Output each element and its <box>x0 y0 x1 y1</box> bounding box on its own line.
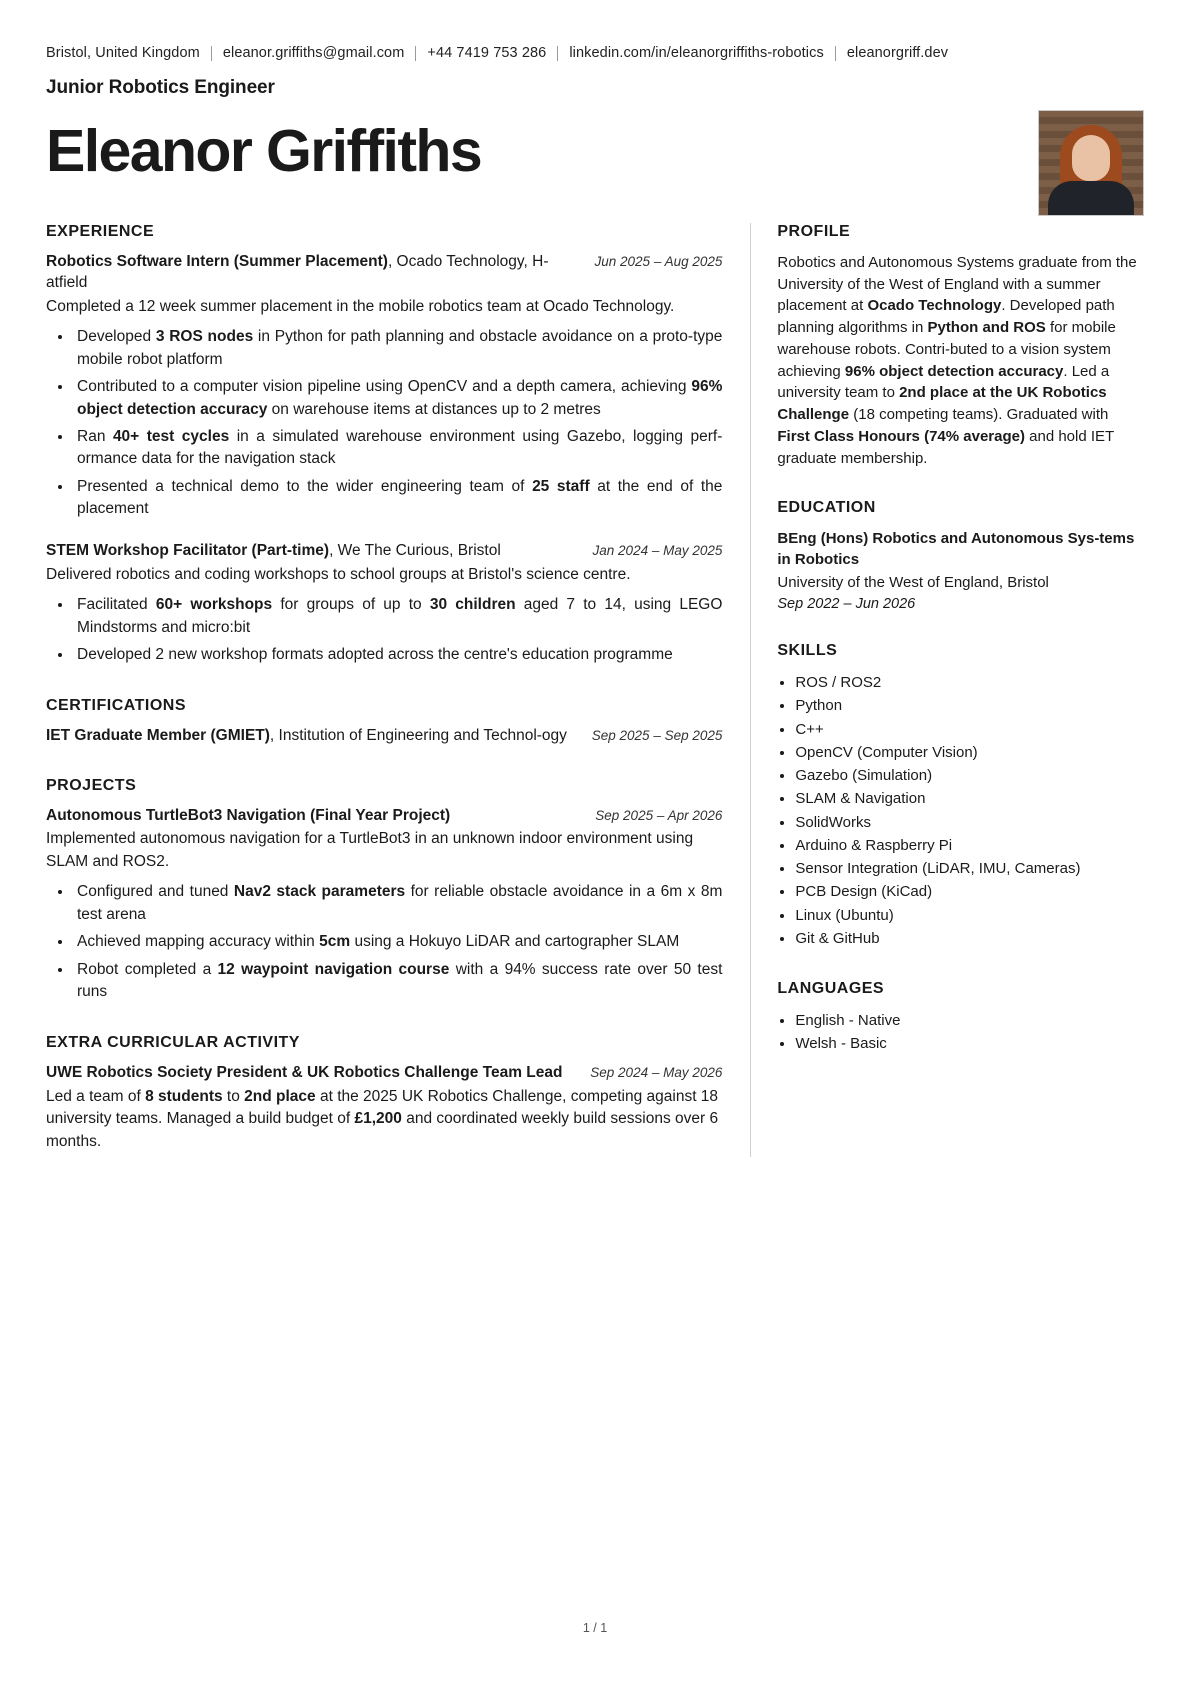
education-school: University of the West of England, Bristol <box>777 574 1049 592</box>
experience-entries <box>46 252 722 667</box>
section-heading-skills: SKILLS <box>777 642 838 660</box>
list-item: • Linux (Ubuntu) <box>795 904 1144 927</box>
list-item: • Configured and tuned Nav2 stack parameters for reliable obstacle avoidance in a 6m x 8m test arena <box>73 881 722 926</box>
resume-entry <box>46 1063 722 1153</box>
entry-bullets <box>46 594 722 666</box>
section-projects <box>46 777 722 1004</box>
entry-header <box>46 726 722 747</box>
entry-title: Robotics Software Intern (Summer Placement), Ocado Technology, H-atfield <box>46 252 549 291</box>
list-item: • English - Native <box>795 1009 1144 1032</box>
list-item: • Developed 3 ROS nodes in Python for path planning and obstacle avoidance on a proto-type mobile robot platform <box>73 326 722 371</box>
section-profile <box>777 223 1144 470</box>
photo-body <box>1048 181 1134 215</box>
resume-entry <box>46 541 722 667</box>
section-skills <box>777 642 1144 950</box>
list-item: • Robot completed a 12 waypoint navigation course with a 94% success rate over 50 test runs <box>73 959 722 1004</box>
entry-date: Sep 2024 – May 2026 <box>590 1064 723 1080</box>
section-experience <box>46 223 722 667</box>
entry-header <box>46 252 722 294</box>
job-title: Junior Robotics Engineer <box>46 76 275 98</box>
contact-divider <box>211 46 212 61</box>
section-education <box>777 499 1144 612</box>
page-indicator: 1 / 1 <box>582 1621 608 1635</box>
section-heading-languages: LANGUAGES <box>777 980 885 998</box>
list-item: • Achieved mapping accuracy within 5cm using a Hokuyo LiDAR and cartographer SLAM <box>73 931 722 953</box>
section-languages <box>777 980 1144 1056</box>
resume-columns <box>46 223 1144 1157</box>
photo-face <box>1072 135 1110 181</box>
contact-divider <box>557 46 558 61</box>
contact-website[interactable]: eleanorgriff.dev <box>846 45 949 61</box>
entry-date: Sep 2025 – Sep 2025 <box>591 727 723 743</box>
education-degree: BEng (Hons) Robotics and Autonomous Sys-tems in Robotics <box>777 530 1135 569</box>
list-item: • Ran 40+ test cycles in a simulated warehouse environment using Gazebo, logging perf-ormance data for the navigation stack <box>73 426 722 471</box>
page-title: Eleanor Griffiths <box>46 117 482 184</box>
entry-title: UWE Robotics Society President & UK Robotics Challenge Team Lead <box>46 1063 563 1081</box>
contact-phone: +44 7419 753 286 <box>427 45 547 61</box>
section-heading-experience: EXPERIENCE <box>46 222 155 240</box>
contact-email[interactable]: eleanor.griffiths@gmail.com <box>222 45 405 61</box>
entry-description: Implemented autonomous navigation for a TurtleBot3 in an unknown indoor environment using SLAM and ROS2. <box>46 830 694 870</box>
extra-curricular-entries <box>46 1063 722 1153</box>
section-extra-curricular <box>46 1034 722 1153</box>
entry-header <box>46 806 722 827</box>
list-item: • PCB Design (KiCad) <box>795 880 1144 903</box>
list-item: • Python <box>795 694 1144 717</box>
languages-list <box>777 1009 1144 1056</box>
entry-description: Delivered robotics and coding workshops to school groups at Bristol's science centre. <box>46 565 631 583</box>
avatar <box>1038 110 1144 216</box>
section-heading-projects: PROJECTS <box>46 776 137 794</box>
list-item: • Presented a technical demo to the wider engineering team of 25 staff at the end of the placement <box>73 476 722 521</box>
section-heading-extra-curricular: EXTRA CURRICULAR ACTIVITY <box>46 1033 300 1051</box>
list-item: • Contributed to a computer vision pipeline using OpenCV and a depth camera, achieving 96% object detection accuracy on warehouse items at distances up to 2 metres <box>73 376 722 421</box>
list-item: • Git & GitHub <box>795 927 1144 950</box>
list-item: • C++ <box>795 718 1144 741</box>
contact-divider <box>415 46 416 61</box>
section-certifications <box>46 697 722 747</box>
entry-description: Led a team of 8 students to 2nd place at the 2025 UK Robotics Challenge, competing against 18 university teams. Managed a build budget of £1,200 and coordinated weekly build sessions over 6 months. <box>46 1087 719 1150</box>
section-heading-education: EDUCATION <box>777 499 876 517</box>
contact-linkedin[interactable]: linkedin.com/in/eleanorgriffiths-robotics <box>569 45 824 61</box>
skills-list <box>777 671 1144 950</box>
section-heading-certifications: CERTIFICATIONS <box>46 696 187 714</box>
entry-date: Sep 2025 – Apr 2026 <box>595 807 723 823</box>
education-date: Sep 2022 – Jun 2026 <box>777 596 916 613</box>
list-item: • OpenCV (Computer Vision) <box>795 741 1144 764</box>
project-entries <box>46 806 722 1004</box>
entry-header <box>46 541 722 562</box>
list-item: • Welsh - Basic <box>795 1032 1144 1055</box>
list-item: • Arduino & Raspberry Pi <box>795 834 1144 857</box>
profile-text: Robotics and Autonomous Systems graduate from the University of the West of England with a summer placement at Ocado Technology. Developed path planning algorithms in Python and ROS for mobile warehouse robots. Contri-buted to a vision system achieving 96% object detection accuracy. Led a university team to 2nd place at the UK Robotics Challenge (18 competing teams). Graduated with First Class Honours (74% average) and hold IET graduate membership. <box>777 253 1137 467</box>
entry-header <box>46 1063 722 1084</box>
list-item: • SolidWorks <box>795 811 1144 834</box>
entry-bullets <box>46 326 722 521</box>
section-heading-profile: PROFILE <box>777 222 851 240</box>
entry-date: Jan 2024 – May 2025 <box>592 542 723 558</box>
certification-entries <box>46 726 722 747</box>
list-item: • Developed 2 new workshop formats adopted across the centre's education programme <box>73 644 722 666</box>
resume-entry <box>46 726 722 747</box>
list-item: • Sensor Integration (LiDAR, IMU, Cameras) <box>795 857 1144 880</box>
list-item: • SLAM & Navigation <box>795 787 1144 810</box>
left-column <box>46 223 750 1157</box>
entry-date: Jun 2025 – Aug 2025 <box>594 253 723 269</box>
right-column <box>751 223 1144 1058</box>
entry-title: Autonomous TurtleBot3 Navigation (Final Year Project) <box>46 806 451 824</box>
resume-entry <box>46 252 722 521</box>
list-item: • Gazebo (Simulation) <box>795 764 1144 787</box>
entry-bullets <box>46 881 722 1003</box>
resume-entry <box>46 806 722 1004</box>
contact-location: Bristol, United Kingdom <box>46 45 200 61</box>
entry-description: Completed a 12 week summer placement in the mobile robotics team at Ocado Technology. <box>46 297 675 315</box>
list-item: • Facilitated 60+ workshops for groups of up to 30 children aged 7 to 14, using LEGO Mindstorms and micro:bit <box>73 594 722 639</box>
contact-divider <box>835 46 836 61</box>
entry-title: IET Graduate Member (GMIET), Institution of Engineering and Technol-ogy <box>46 726 567 744</box>
list-item: • ROS / ROS2 <box>795 671 1144 694</box>
contact-line <box>46 44 1144 63</box>
entry-title: STEM Workshop Facilitator (Part-time), We The Curious, Bristol <box>46 541 501 559</box>
